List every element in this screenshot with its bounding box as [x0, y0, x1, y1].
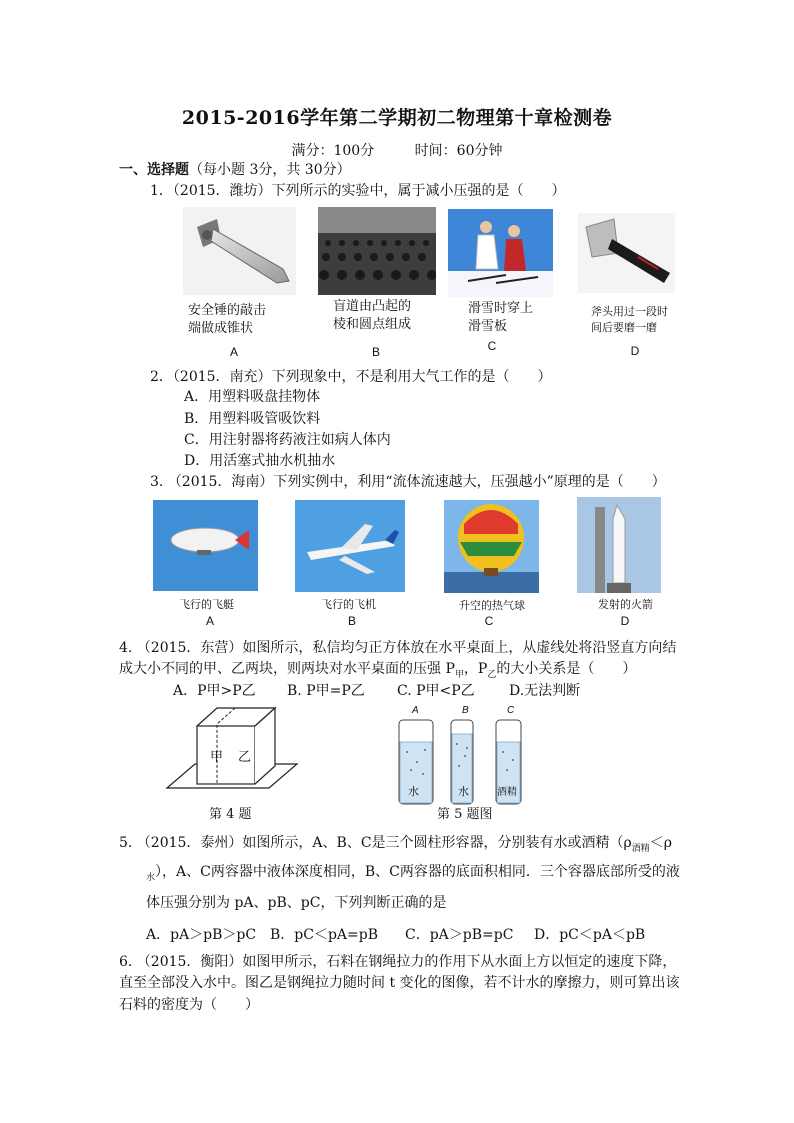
section-heading: [119, 160, 351, 180]
q5-fig-liquid-c: 酒精: [497, 787, 517, 798]
q1-caption-b-line2: 棱和圆点组成: [333, 317, 412, 332]
q4-option-a: A．P甲>P乙: [173, 683, 256, 699]
q5-sub-alcohol: 酒精: [631, 843, 650, 854]
q3-image-rocket: [577, 497, 661, 593]
q3-caption-b: 飞行的飞机: [321, 598, 376, 611]
q5-line1: [119, 833, 672, 859]
q1-caption-a: [188, 302, 266, 338]
q5-fig-label-c: C: [507, 705, 515, 716]
q4-fig-caption: 第 4 题: [209, 807, 252, 822]
q4-sub-yi: 乙: [487, 669, 497, 680]
q1-caption-a-line2: 端做成锥状: [188, 321, 254, 336]
q3-caption-a: 飞行的飞艇: [179, 598, 234, 611]
q1-caption-c-line2: 滑雪板: [468, 319, 508, 334]
q1-letter-a: A: [229, 345, 238, 359]
section-title: 一、选择题: [119, 162, 189, 178]
q6-line2: 直至全部没入水中。图乙是钢绳拉力随时间 t 变化的图像，若不计水的摩擦力，则可算出该: [119, 975, 680, 991]
section-note: （每小题 3分，共 30分）: [189, 162, 351, 178]
q5-line1-text: 5. （2015．泰州）如图所示，A、B、C是三个圆柱形容器，分别装有水或酒精（ρ: [119, 835, 632, 851]
q5-fig-caption: 第 5 题图: [437, 807, 493, 822]
q4-option-b: B. P甲=P乙: [287, 683, 365, 699]
q1-letter-b: B: [371, 345, 380, 359]
q4-option-c: C. P甲<P乙: [397, 683, 475, 699]
q4-label-jia: 甲: [210, 750, 224, 765]
q5-fig-liquid-b: 水: [458, 785, 469, 798]
q5-line2-text: ），A、C两容器中液体深度相同，B、C两容器的底面积相同．三个容器底部所受的液: [155, 864, 680, 880]
q1-caption-d-line1: 斧头用过一段时: [591, 305, 668, 318]
q4-stem-line2-a: 成大小不同的甲、乙两块，则两块对水平桌面的压强 P: [119, 661, 455, 677]
q4-stem-line1: 4. （2015．东营）如图所示，私信均匀正方体放在水平桌面上，从虚线处将沿竖直方向结: [119, 640, 677, 656]
q5-option-b: B．pC＜pA=pB: [270, 927, 379, 943]
q1-letter-d: D: [630, 344, 640, 358]
q1-stem: 1．（2015．潍坊）下列所示的实验中，属于减小压强的是（ ）: [150, 183, 566, 199]
q1-image-hammer: [183, 207, 296, 295]
q1-caption-b-line1: 盲道由凸起的: [333, 299, 412, 314]
time-text: 时间：60分钟: [414, 143, 503, 159]
q5-option-c: C．pA＞pB=pC: [405, 927, 514, 943]
q6-line3: 石料的密度为（ ）: [119, 997, 259, 1013]
q3-image-hot-air-balloon: [444, 500, 539, 593]
exam-meta: [0, 140, 794, 160]
q1-caption-c: [468, 300, 533, 336]
q5-option-d: D．pC＜pA＜pB: [534, 927, 646, 943]
q1-caption-b: [333, 298, 411, 334]
q5-line2: [146, 862, 680, 888]
q1-image-skier: [448, 209, 553, 297]
q5-fig-label-b: B: [462, 705, 469, 716]
q1-caption-c-line1: 滑雪时穿上: [468, 301, 534, 316]
q5-line3: 体压强分别为 pA、pB、pC，下列判断正确的是: [146, 895, 447, 911]
q3-letter-c: C: [484, 614, 494, 628]
q2-option-d: D．用活塞式抽水机抽水: [184, 453, 336, 469]
q4-stem-line2-c: 的大小关系是（ ）: [496, 661, 637, 677]
q1-caption-d: [591, 304, 668, 336]
q5-sub-water: 水: [146, 872, 156, 883]
q4-option-d: D.无法判断: [509, 683, 581, 699]
q3-stem: 3. （2015．海南）下列实例中，利用“流体流速越大，压强越小”原理的是（ ）: [150, 474, 666, 490]
score-text: 满分：100分: [291, 143, 375, 159]
q5-fig-liquid-a: 水: [408, 785, 419, 798]
q4-label-yi: 乙: [238, 750, 252, 765]
q3-image-airship: [153, 500, 258, 591]
q5-option-a: A．pA＞pB＞pC: [146, 927, 257, 943]
q2-option-c: C．用注射器将药液注如病人体内: [184, 432, 391, 448]
q2-stem: 2．（2015．南充）下列现象中，不是利用大气工作的是（ ）: [150, 369, 552, 385]
q4-stem-line2-b: ，P: [463, 661, 488, 677]
q1-image-axe: [578, 213, 675, 293]
q1-caption-a-line1: 安全锤的敲击: [188, 303, 267, 318]
q6-line1: 6. （2015．衡阳）如图甲所示，石料在钢绳拉力的作用下从水面上方以恒定的速度下降，: [119, 954, 677, 970]
q3-letter-a: A: [205, 614, 214, 628]
q1-letter-c: C: [487, 339, 497, 353]
page-title: 2015-2016学年第二学期初二物理第十章检测卷: [181, 107, 613, 129]
q2-option-a: A．用塑料吸盘挂物体: [184, 389, 321, 405]
q1-caption-d-line2: 间后要磨一磨: [591, 321, 657, 334]
q3-letter-d: D: [620, 614, 630, 628]
q2-option-b: B．用塑料吸管吸饮料: [184, 411, 321, 427]
q3-caption-c: 升空的热气球: [459, 599, 525, 612]
q1-image-tactile-path: [318, 207, 436, 295]
q4-sub-jia: 甲: [454, 669, 464, 680]
q3-image-airplane: [295, 500, 405, 592]
q4-figure-cube: [165, 702, 299, 804]
q5-fig-label-a: A: [412, 705, 419, 716]
q5-line1-end: ＜ρ: [649, 835, 673, 851]
q3-caption-d: 发射的火箭: [598, 598, 653, 611]
q3-letter-b: B: [347, 614, 356, 628]
